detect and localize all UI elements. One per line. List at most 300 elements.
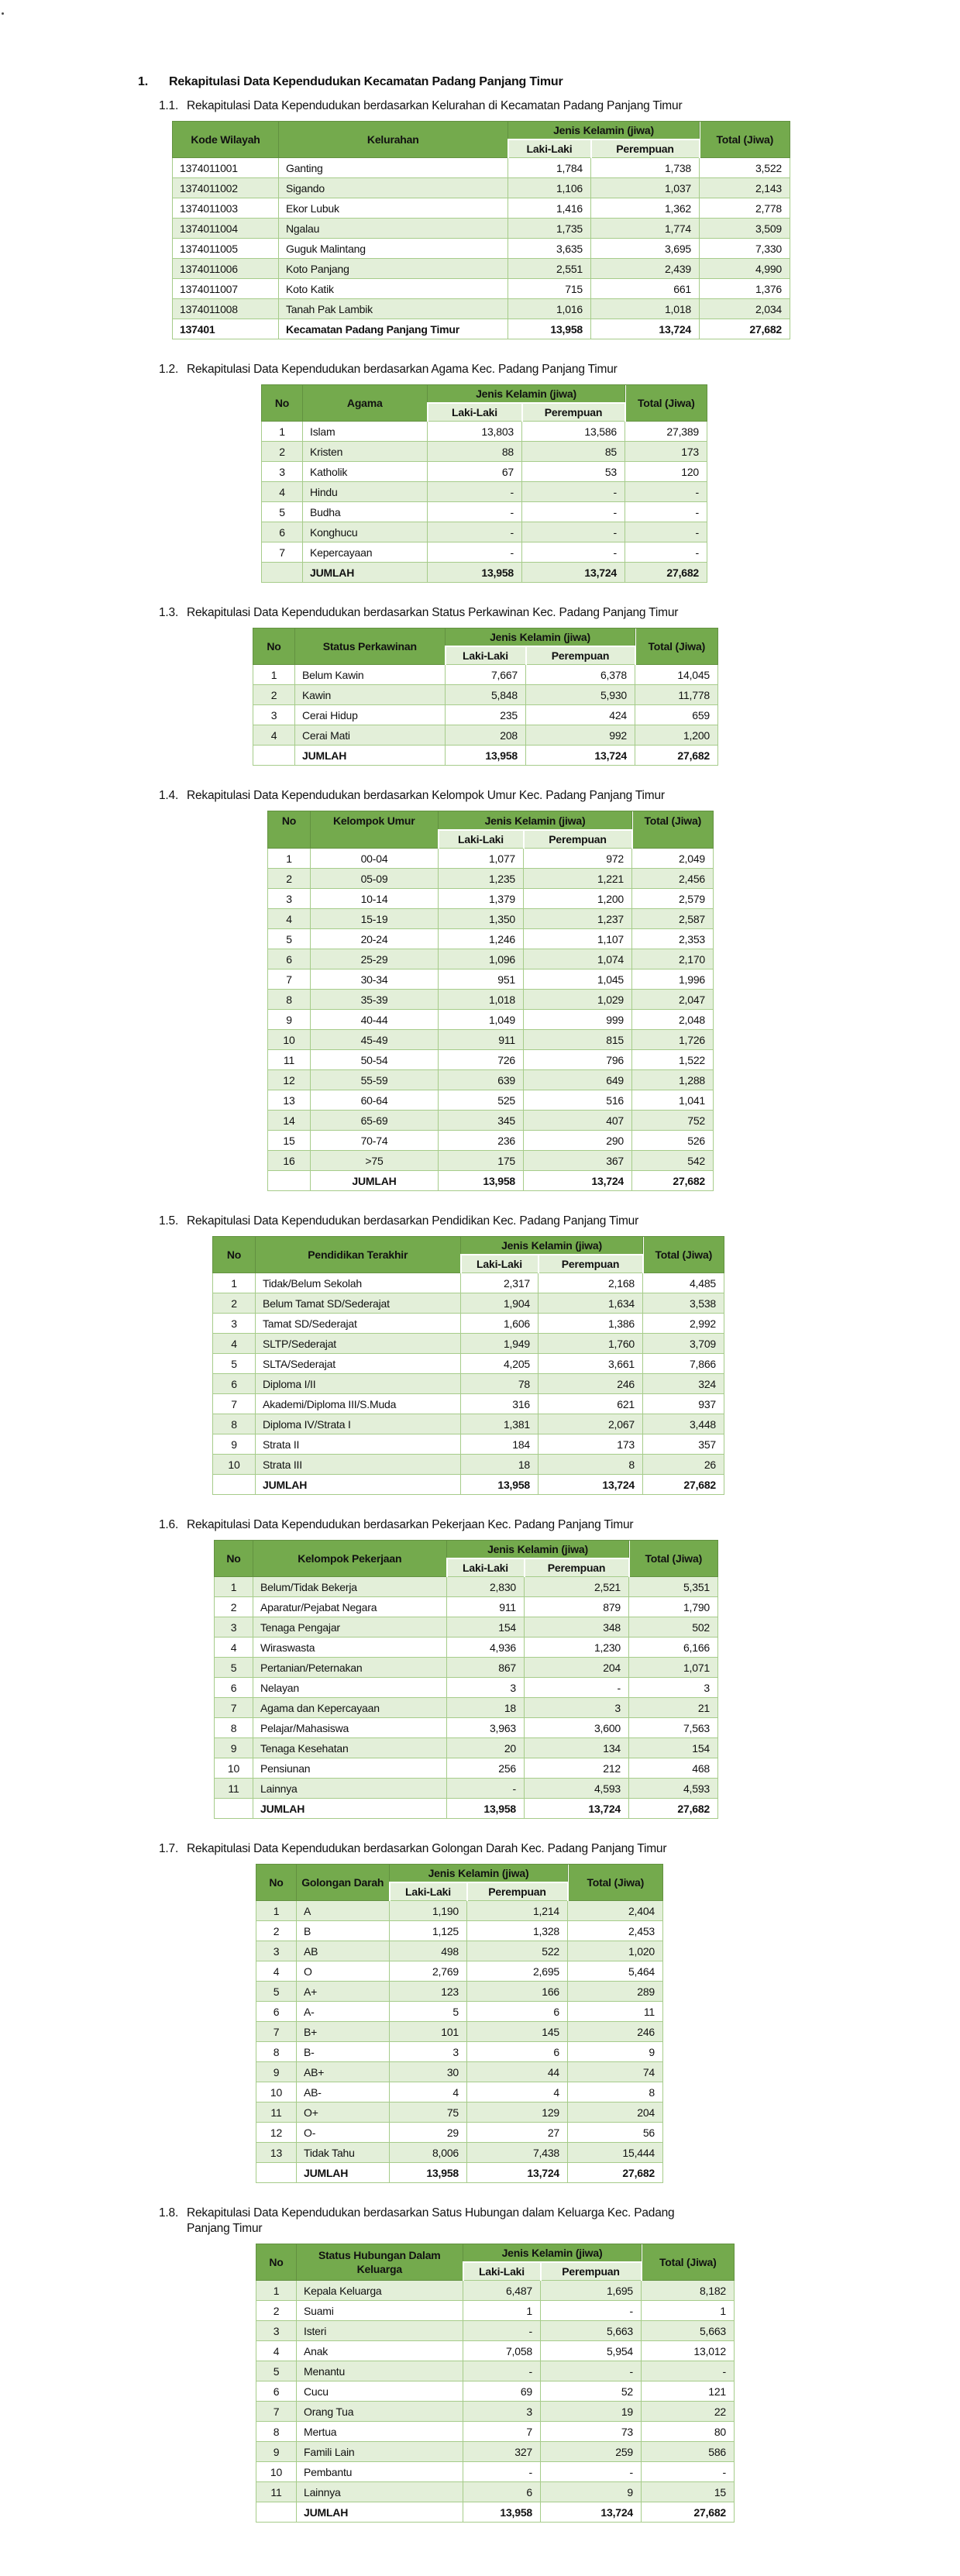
col2-header: Status Hubungan Dalam Keluarga [297,2244,463,2281]
cell: 4 [268,909,311,929]
table-row [268,849,714,869]
cell: 937 [643,1394,724,1414]
cell: 1,606 [461,1314,538,1334]
cell: 752 [632,1111,714,1131]
cell: 11,778 [635,685,718,705]
cell: 13,012 [642,2341,735,2361]
cell: 3,963 [447,1718,525,1738]
table-row [256,2002,663,2022]
cell: Strata II [256,1434,461,1455]
table-row [268,1050,714,1070]
cell: 173 [538,1434,643,1455]
cell: 13,586 [522,422,625,442]
cell: B [297,1921,390,1941]
cell: 6,487 [463,2281,541,2301]
table-row [268,909,714,929]
cell: 4 [253,725,295,746]
cell: 70-74 [311,1131,439,1151]
cell: 27,682 [625,563,707,583]
cell: Cerai Hidup [295,705,446,725]
cell: 7,330 [700,239,790,259]
cell: 1,074 [524,949,632,969]
cell: 12 [268,1070,311,1090]
cell: 3 [253,705,295,725]
cell: 5,663 [541,2321,642,2341]
cell: 208 [446,725,526,746]
cell: Belum Tamat SD/Sederajat [256,1293,461,1314]
cell: 992 [526,725,635,746]
cell: 9 [541,2482,642,2502]
page-title-number: 1. [138,75,148,88]
cell: JUMLAH [256,1475,461,1495]
jenis-kelamin-header: Jenis Kelamin (jiwa) [428,385,625,404]
cell: 2 [215,1597,253,1617]
cell: Tidak/Belum Sekolah [256,1273,461,1293]
cell: 1,634 [538,1293,643,1314]
section-agama [138,362,960,583]
cell: 796 [524,1050,632,1070]
cell: 2 [253,685,295,705]
section-status-perkawinan [138,605,960,766]
cell: 7 [213,1394,256,1414]
cell: Wiraswasta [253,1638,447,1658]
cell: 1,735 [508,219,591,239]
cell: 1,096 [439,949,524,969]
section-number: 1.4. [159,789,179,802]
table-row [256,2482,735,2502]
table-row [256,2022,663,2042]
cell: 259 [541,2442,642,2462]
cell: 52 [541,2381,642,2402]
table-body [262,422,707,583]
cell: 2,769 [390,1961,467,1982]
perempuan-header: Perempuan [524,830,632,849]
perempuan-header: Perempuan [526,646,635,665]
cell: 1 [642,2301,735,2321]
cell: 10 [215,1758,253,1779]
page-title-text: Rekapitulasi Data Kependudukan Kecamatan Padang Panjang Timur [169,75,563,88]
cell: 4,990 [700,259,790,279]
table-body [253,665,718,766]
cell: 1,235 [439,869,524,889]
header-row [268,811,714,831]
cell: 3 [262,462,303,482]
cell: 1,237 [524,909,632,929]
cell: 4 [262,482,303,502]
cell: 2,456 [632,869,714,889]
cell: Lainnya [253,1779,447,1799]
cell: 6,378 [526,665,635,685]
section-title: Rekapitulasi Data Kependudukan berdasarkan Satus Hubungan dalam Keluarga Kec. Padang Panjang Timur [187,2206,675,2235]
table-kelurahan [172,121,790,339]
section-title: Rekapitulasi Data Kependudukan berdasarkan Agama Kec. Padang Panjang Timur [187,363,618,376]
table-row [215,1718,718,1738]
cell: Anak [297,2341,463,2361]
cell: 44 [467,2062,568,2082]
cell: Aparatur/Pejabat Negara [253,1597,447,1617]
cell: 2,049 [632,849,714,869]
cell: 67 [428,462,522,482]
cell: 6 [467,2042,568,2062]
cell: Katholik [303,462,428,482]
section-title: Rekapitulasi Data Kependudukan berdasarkan Golongan Darah Kec. Padang Panjang Timur [187,1842,667,1855]
cell: 2,830 [447,1577,525,1597]
jenis-kelamin-header: Jenis Kelamin (jiwa) [439,811,632,831]
cell: A [297,1901,390,1921]
cell: 13,958 [439,1171,524,1191]
cell: - [428,522,522,542]
col1-header: Kode Wilayah [173,122,279,158]
table-row [262,482,707,502]
cell: 5,954 [541,2341,642,2361]
header-row [173,122,790,140]
table-row [256,2082,663,2102]
cell: 3 [525,1698,629,1718]
cell: 53 [522,462,625,482]
cell: Pensiunan [253,1758,447,1779]
cell: 3,600 [525,1718,629,1738]
section-heading [159,362,960,377]
table-row [215,1597,718,1617]
table-agama [261,384,707,583]
cell: JUMLAH [311,1171,439,1191]
cell: 13,724 [467,2163,568,2183]
cell: Tenaga Kesehatan [253,1738,447,1758]
cell: 7 [256,2402,297,2422]
section-number: 1.6. [159,1518,179,1531]
cell: 1,077 [439,849,524,869]
col1-header: No [256,2244,297,2281]
cell: 129 [467,2102,568,2123]
cell: 27 [467,2123,568,2143]
cell: 516 [524,1090,632,1111]
col2-header: Agama [303,385,428,422]
table-row [173,279,790,299]
cell: Suami [297,2301,463,2321]
cell: 1,784 [508,158,591,178]
cell: - [642,2361,735,2381]
cell: 1,774 [591,219,700,239]
cell: 424 [526,705,635,725]
table-row [256,2042,663,2062]
header-row [253,629,718,647]
table-row [256,2062,663,2082]
cell: 4 [215,1638,253,1658]
table-row [268,949,714,969]
table-row [213,1394,724,1414]
cell: 74 [568,2062,663,2082]
cell: Kawin [295,685,446,705]
table-body [256,2281,735,2523]
cell: Islam [303,422,428,442]
table-row [173,259,790,279]
cell: 9 [256,2442,297,2462]
cell: 8 [215,1718,253,1738]
cell: 13,958 [463,2502,541,2523]
cell: Sigando [279,178,508,198]
cell: 2,521 [525,1577,629,1597]
section-pekerjaan [138,1517,960,1819]
table-body [173,158,790,339]
cell: AB+ [297,2062,390,2082]
cell: 13,724 [526,746,635,766]
cell: 1,381 [461,1414,538,1434]
cell: AB [297,1941,390,1961]
cell: 134 [525,1738,629,1758]
total-header: Total (Jiwa) [568,1865,663,1901]
section-pendidikan [138,1214,960,1495]
cell: 73 [541,2422,642,2442]
cell: 175 [439,1151,524,1171]
cell: 4 [467,2082,568,2102]
laki-laki-header: Laki-Laki [446,646,526,665]
cell: 289 [568,1982,663,2002]
cell: 7,866 [643,1354,724,1374]
section-heading [159,2206,960,2237]
cell: 4,593 [629,1779,718,1799]
table-status-perkawinan [253,628,718,766]
cell: Orang Tua [297,2402,463,2422]
header-row [262,385,707,404]
cell: 1,045 [524,969,632,990]
table-row [215,1738,718,1758]
jenis-kelamin-header: Jenis Kelamin (jiwa) [461,1237,643,1255]
total-row [215,1799,718,1819]
section-number: 1.5. [159,1214,179,1228]
header-row [215,1541,718,1559]
table-row [256,2102,663,2123]
cell: 8 [568,2082,663,2102]
cell: 7,667 [446,665,526,685]
table-row [173,299,790,319]
cell: 10 [256,2082,297,2102]
total-row [213,1475,724,1495]
cell: 2 [256,1921,297,1941]
total-header: Total (Jiwa) [629,1541,718,1577]
cell: Cerai Mati [295,725,446,746]
table-hubungan-keluarga [256,2244,735,2523]
cell: - [463,2361,541,2381]
cell: 726 [439,1050,524,1070]
cell: 11 [256,2102,297,2123]
cell: SLTA/Sederajat [256,1354,461,1374]
cell: 236 [439,1131,524,1151]
section-heading [159,1841,960,1857]
table-row [262,422,707,442]
cell: 348 [525,1617,629,1638]
cell: 2,439 [591,259,700,279]
cell: 154 [447,1617,525,1638]
cell: 8 [256,2042,297,2062]
cell: Koto Katik [279,279,508,299]
laki-laki-header: Laki-Laki [447,1558,525,1577]
cell: 123 [390,1982,467,2002]
cell: 2,551 [508,259,591,279]
table-row [213,1314,724,1334]
cell: 145 [467,2022,568,2042]
cell: - [522,522,625,542]
cell: 7,058 [463,2341,541,2361]
laki-laki-header: Laki-Laki [428,403,522,422]
perempuan-header: Perempuan [591,139,700,158]
cell: 88 [428,442,522,462]
cell: 1374011008 [173,299,279,319]
table-row [173,158,790,178]
cell: 3 [629,1678,718,1698]
cell: Koto Panjang [279,259,508,279]
cell: 10 [256,2462,297,2482]
cell: Kecamatan Padang Panjang Timur [279,319,508,339]
table-row [256,2462,735,2482]
cell: 6 [463,2482,541,2502]
cell: 3 [213,1314,256,1334]
cell: 2,695 [467,1961,568,1982]
cell: - [642,2462,735,2482]
cell: 27,682 [629,1799,718,1819]
table-header [268,811,714,849]
table-header [256,2244,735,2281]
cell: 78 [461,1374,538,1394]
cell: 3,695 [591,239,700,259]
cell: 1374011001 [173,158,279,178]
cell: 65-69 [311,1111,439,1131]
cell: 15 [268,1131,311,1151]
cell: 10-14 [311,889,439,909]
cell: 8 [213,1414,256,1434]
laki-laki-header: Laki-Laki [439,830,524,849]
cell: 5,930 [526,685,635,705]
cell: 30-34 [311,969,439,990]
cell: 13,958 [508,319,591,339]
cell: JUMLAH [297,2163,390,2183]
cell: Lainnya [297,2482,463,2502]
table-row [268,1010,714,1030]
cell: 121 [642,2381,735,2402]
cell: 4 [390,2082,467,2102]
total-row [173,319,790,339]
cell: Belum Kawin [295,665,446,685]
cell: 502 [629,1617,718,1638]
cell: AB- [297,2082,390,2102]
cell: 3 [268,889,311,909]
cell: 2,778 [700,198,790,219]
cell: 1,376 [700,279,790,299]
cell: O+ [297,2102,390,2123]
cell: 522 [467,1941,568,1961]
cell: 1,200 [635,725,718,746]
cell: 13,958 [428,563,522,583]
cell: 2,453 [568,1921,663,1941]
cell: 1,018 [591,299,700,319]
table-row [253,665,718,685]
cell: 2 [213,1293,256,1314]
cell: - [541,2301,642,2321]
table-row [253,725,718,746]
cell: - [525,1678,629,1698]
table-row [213,1455,724,1475]
cell: 15,444 [568,2143,663,2163]
col2-header: Golongan Darah [297,1865,390,1901]
total-row [253,746,718,766]
cell: 21 [629,1698,718,1718]
cell: 3,635 [508,239,591,259]
cell: 13,958 [446,746,526,766]
section-number: 1.1. [159,99,179,112]
cell: 815 [524,1030,632,1050]
cell: 1 [213,1273,256,1293]
cell: 7 [215,1698,253,1718]
section-title: Rekapitulasi Data Kependudukan berdasarkan Pekerjaan Kec. Padang Panjang Timur [187,1518,634,1531]
table-row [213,1414,724,1434]
cell: - [625,542,707,563]
section-kelurahan [138,98,960,339]
cell: Mertua [297,2422,463,2442]
cell: Diploma I/II [256,1374,461,1394]
cell: 1,760 [538,1334,643,1354]
cell: 10 [268,1030,311,1050]
table-row [213,1334,724,1354]
cell: Agama dan Kepercayaan [253,1698,447,1718]
table-row [268,1151,714,1171]
cell: 5 [390,2002,467,2022]
cell [256,2163,297,2183]
cell: 1374011002 [173,178,279,198]
cell: 5 [268,929,311,949]
cell: 1374011007 [173,279,279,299]
table-row [253,705,718,725]
cell: 1,071 [629,1658,718,1678]
cell: Ngalau [279,219,508,239]
cell: 1,016 [508,299,591,319]
cell: SLTP/Sederajat [256,1334,461,1354]
cell: - [625,482,707,502]
cell: 1 [253,665,295,685]
col1-header: No [213,1237,256,1273]
table-row [256,2361,735,2381]
cell [268,1171,311,1191]
cell: 55-59 [311,1070,439,1090]
cell: 525 [439,1090,524,1111]
col1-header: No [262,385,303,422]
cell: Pelajar/Mahasiswa [253,1718,447,1738]
cell: - [463,2321,541,2341]
cell: 1,221 [524,869,632,889]
cell: 5 [262,502,303,522]
cell: 7 [262,542,303,563]
laki-laki-header: Laki-Laki [390,1882,467,1901]
table-row [215,1698,718,1718]
cell: 2,143 [700,178,790,198]
cell: 85 [522,442,625,462]
table-row [262,502,707,522]
section-title: Rekapitulasi Data Kependudukan berdasarkan Pendidikan Kec. Padang Panjang Timur [187,1214,639,1228]
cell: 345 [439,1111,524,1131]
cell: 357 [643,1434,724,1455]
cell: 586 [642,2442,735,2462]
table-row [213,1434,724,1455]
table-row [215,1617,718,1638]
table-header [262,385,707,422]
cell: 27,682 [643,1475,724,1495]
cell: 16 [268,1151,311,1171]
cell: 621 [538,1394,643,1414]
table-kelompok-umur [267,811,714,1191]
table-row [268,1030,714,1050]
total-header: Total (Jiwa) [643,1237,724,1273]
cell: 7,563 [629,1718,718,1738]
cell: 5,351 [629,1577,718,1597]
cell: 8 [268,990,311,1010]
